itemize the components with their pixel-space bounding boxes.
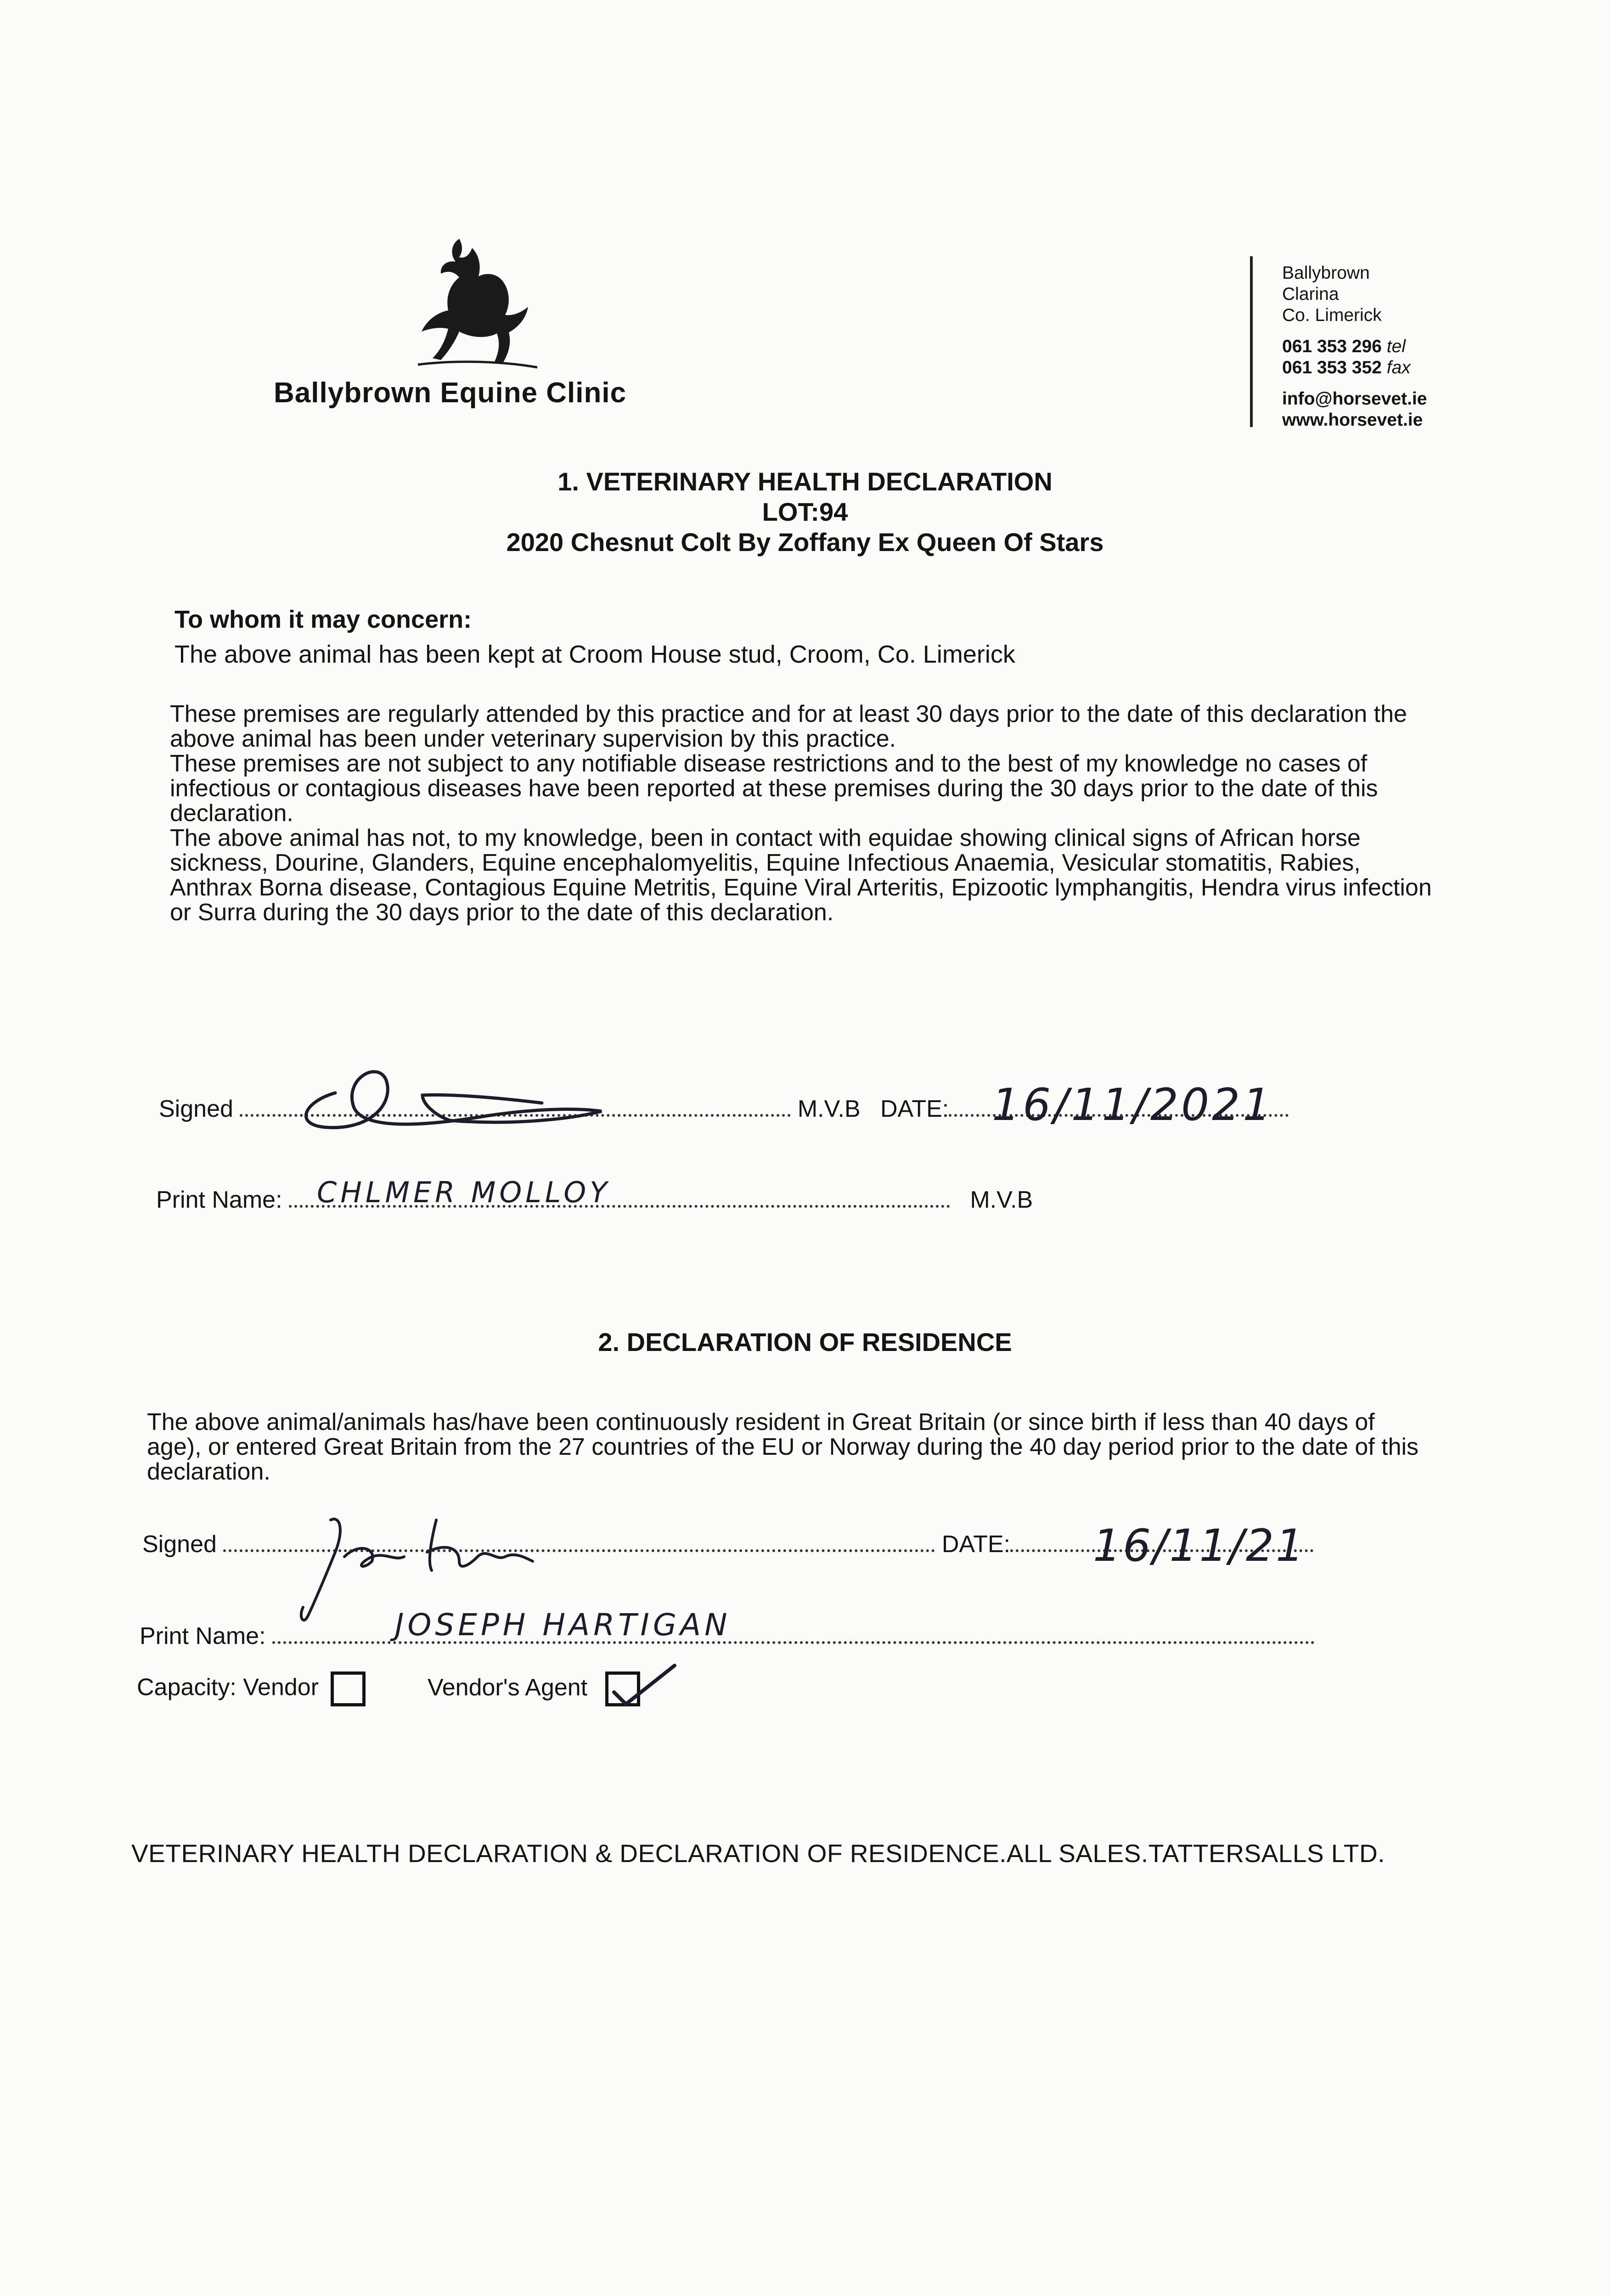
fax-line [1282,357,1427,378]
checkmark-icon [606,1656,684,1716]
greeting: To whom it may concern: [175,606,472,633]
vendor-checkbox[interactable] [331,1671,366,1706]
print-name-label: Print Name: [140,1623,266,1649]
agent-print-name-value: JOSEPH HARTIGAN [395,1607,731,1643]
phone-line [1282,336,1427,357]
address-divider [1250,256,1253,427]
horse-description: 2020 Chesnut Colt By Zoffany Ex Queen Of Stars [506,528,1104,557]
residence-paragraph: The above animal/animals has/have been continuously resident in Great Britain (or since birth if less than 40 days of age), or entered Great Britain from the 27 countries of the EU or Norway during the 40 day period prior to the date of this declaration. [147,1409,1419,1485]
disease-restriction-paragraph: These premises are not subject to any notifiable disease restrictions and to the best of my knowledge no cases of infectious or contagious diseases have been reported at these premises during the 30 days prior to the date of this declaration. [170,750,1378,827]
contact-paragraph: The above animal has not, to my knowledge, been in contact with equidae showing clinical signs of African horse sickness, Dourine, Glanders, Equine encephalomyelitis, Equine Infectious Anaemia, Vesicular stomatitis, Rabies, Anthrax Borna disease, Contagious Equine Metritis, Equine Viral Arteritis, Epizootic lymphangitis, Hendra virus infection or Surra during the 30 days prior to the date of this declaration. [170,825,1432,926]
fax-label: fax [1386,358,1411,377]
section1-title: 1. VETERINARY HEALTH DECLARATION [557,467,1053,496]
mvb-label: M.V.B [797,1096,861,1122]
clinic-address-block [1282,263,1427,431]
agent-date-value: 16/11/21 [1093,1520,1306,1571]
phone-label: tel [1386,337,1406,356]
footer-text: VETERINARY HEALTH DECLARATION & DECLARATION OF RESIDENCE.ALL SALES.TATTERSALLS LTD. [131,1839,1385,1868]
email-address: info@horsevet.ie [1282,389,1427,409]
vendors-agent-label: Vendor's Agent [427,1674,588,1701]
vet-date-value: 16/11/2021 [992,1079,1274,1131]
supervision-paragraph: These premises are regularly attended by this practice and for at least 30 days prior to the date of this declaration the above animal has been under veterinary supervision by this practice. [170,701,1407,752]
health-declaration-text [170,702,1437,925]
website-address: www.horsevet.ie [1282,410,1423,430]
vet-print-name-value: CHLMER MOLLOY [317,1176,611,1209]
address-line: Clarina [1282,284,1339,304]
clinic-name: Ballybrown Equine Clinic [274,377,627,409]
section2-title: 2. DECLARATION OF RESIDENCE [598,1328,1012,1356]
signed-label: Signed [142,1531,217,1558]
date-label: DATE: [941,1531,1011,1558]
capacity-row [137,1671,640,1706]
kept-at-statement: The above animal has been kept at Croom House stud, Croom, Co. Limerick [175,641,1015,668]
lot-number: LOT:94 [762,497,848,526]
mvb-label: M.V.B [970,1187,1033,1213]
address-line: Ballybrown [1282,263,1370,283]
rearing-horse-logo [390,230,546,372]
signed-label: Signed [159,1096,233,1122]
address-line: Co. Limerick [1282,305,1382,325]
date-label: DATE: [880,1096,949,1122]
vendors-agent-checkbox[interactable] [605,1671,640,1706]
print-name-label: Print Name: [156,1187,282,1213]
capacity-label: Capacity: Vendor [137,1674,319,1701]
phone-number: 061 353 296 [1282,337,1382,356]
fax-number: 061 353 352 [1282,358,1382,377]
vet-signature [285,1052,615,1143]
